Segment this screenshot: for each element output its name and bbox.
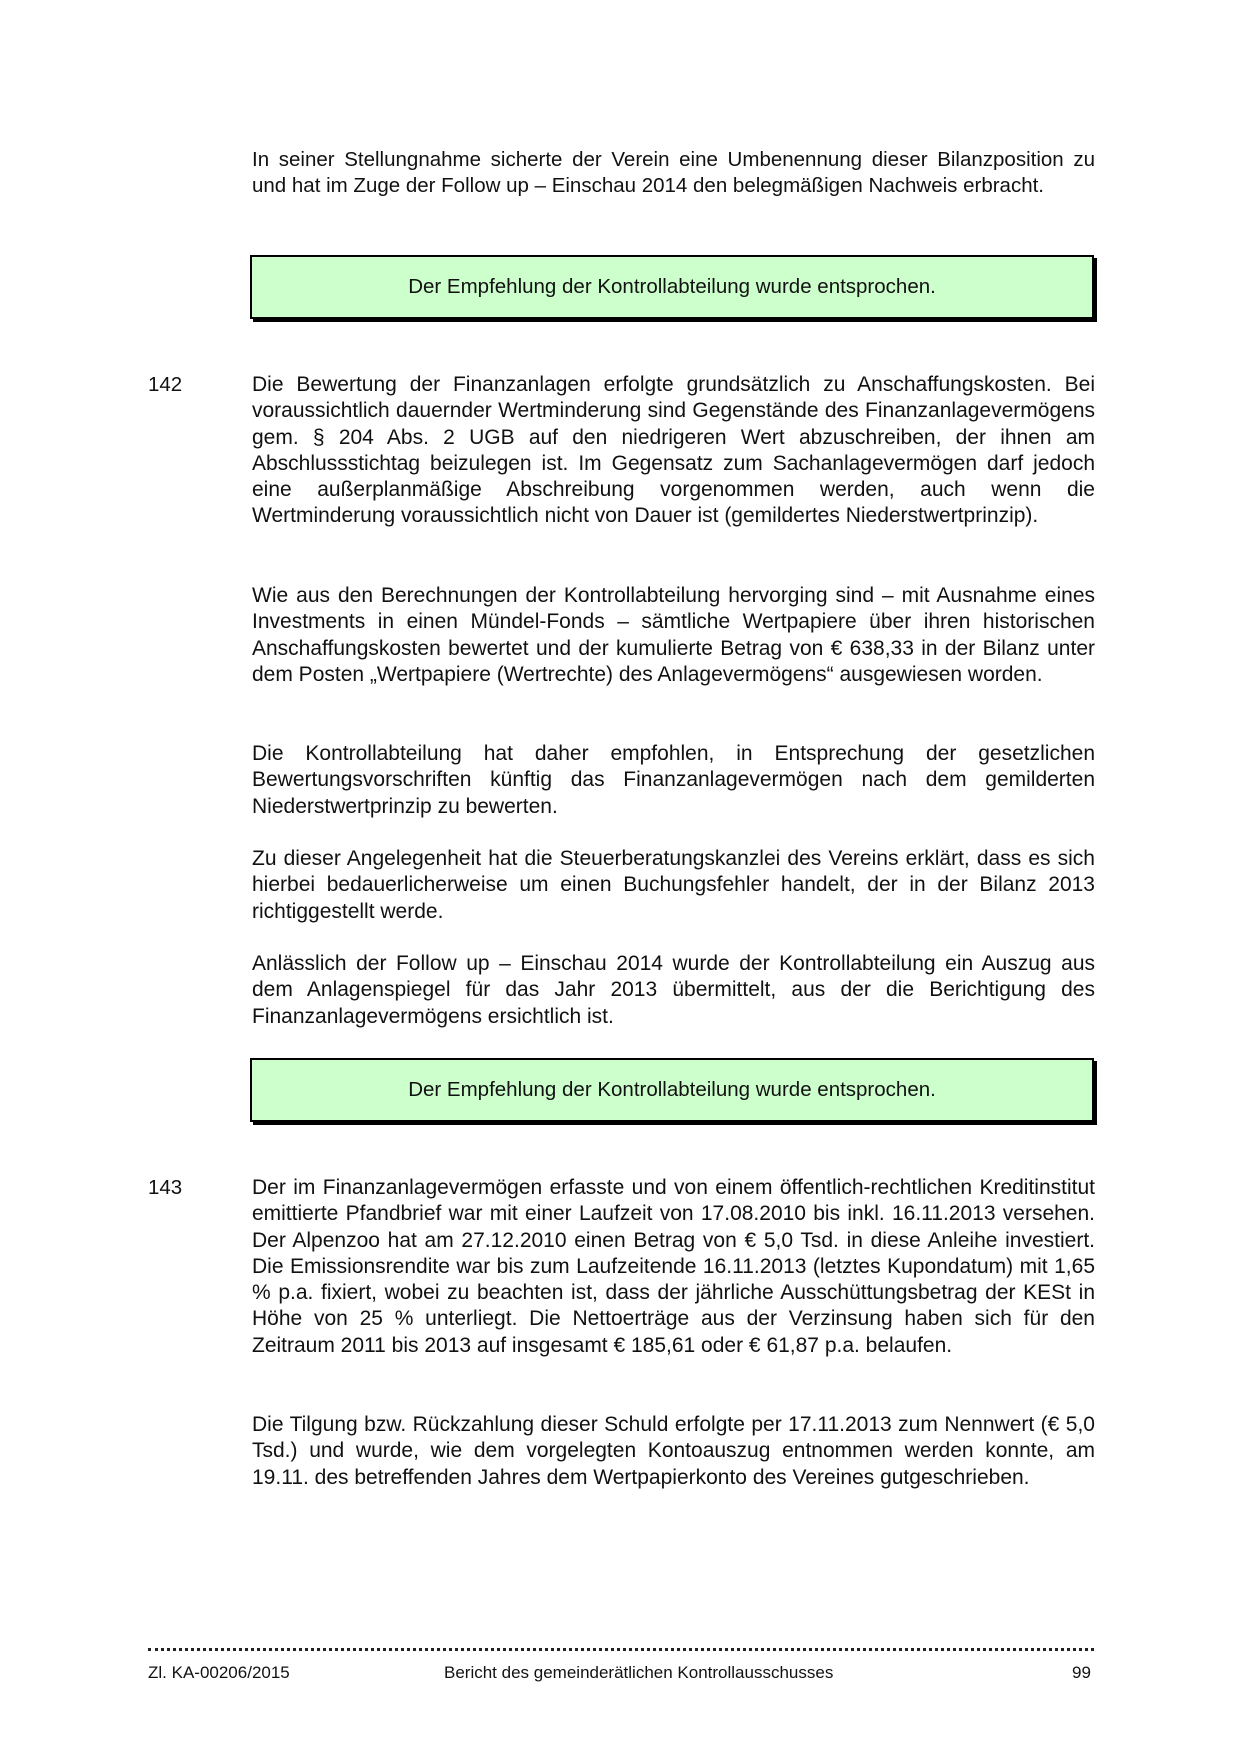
section-142-paragraph-3: Die Kontrollabteilung hat daher empfohlen, in Entsprechung der gesetzlichen Bewertungsvorschriften künftig das Finanzanlagevermögen nach dem gemilderten Niederstwertprinzip zu bewerten. xyxy=(252,742,1095,818)
section-142-paragraph-2: Wie aus den Berechnungen der Kontrollabteilung hervorging sind – mit Ausnahme eines Investments in einen Mündel-Fonds – sämtliche Wertpapiere über ihren historischen Anschaffungskosten bewertet und der kumulierte Betrag von € 638,33 in der Bilanz unter dem Posten „Wertpapiere (Wertrechte) des Anlagevermögens“ ausgewiesen worden. xyxy=(252,584,1095,686)
section-142-paragraph-5: Anlässlich der Follow up – Einschau 2014 wurde der Kontrollabteilung ein Auszug aus dem Anlagenspiegel für das Jahr 2013 übermittelt, aus der die Berichtigung des Finanzanlagevermögens ersichtlich ist. xyxy=(252,952,1095,1028)
section-142-paragraph-4: Zu dieser Angelegenheit hat die Steuerberatungskanzlei des Vereins erklärt, dass es sich hierbei bedauerlicherweise um einen Buchungsfehler handelt, der in der Bilanz 2013 richtiggestellt werde. xyxy=(252,847,1095,923)
section-143-paragraph-2: Die Tilgung bzw. Rückzahlung dieser Schuld erfolgte per 17.11.2013 zum Nennwert (€ 5,0 Tsd.) und wurde, wie dem vorgelegten Kontoauszug entnommen werden konnte, am 19.11. des betreffenden Jahres dem Wertpapierkonto des Vereines gutgeschrieben. xyxy=(252,1413,1095,1489)
section-number-143: 143 xyxy=(148,1176,183,1199)
footer-divider xyxy=(148,1648,1094,1651)
footer-title: Bericht des gemeinderätlichen Kontrollausschusses xyxy=(444,1663,834,1682)
recommendation-fulfilled-box xyxy=(250,1058,1094,1122)
recommendation-fulfilled-box xyxy=(250,255,1094,319)
intro-paragraph: In seiner Stellungnahme sicherte der Verein eine Umbenennung dieser Bilanzposition zu und hat im Zuge der Follow up – Einschau 2014 den belegmäßigen Nachweis erbracht. xyxy=(252,148,1095,198)
footer-reference: Zl. KA-00206/2015 xyxy=(148,1663,290,1682)
box-text: Der Empfehlung der Kontrollabteilung wurde entsprochen. xyxy=(408,1078,936,1101)
section-142-paragraph-1: Die Bewertung der Finanzanlagen erfolgte grundsätzlich zu Anschaffungskosten. Bei voraussichtlich dauernder Wertminderung sind Gegenstände des Finanzanlagevermögens gem. § 204 Abs. 2 UGB auf den niedrigeren Wert abzuschreiben, der ihnen am Abschlussstichtag beizulegen ist. Im Gegensatz zum Sachanlagevermögen darf jedoch eine außerplanmäßige Abschreibung vorgenommen werden, auch wenn die Wertminderung voraussichtlich nicht von Dauer ist (gemildertes Niederstwertprinzip). xyxy=(252,373,1095,528)
section-143-paragraph-1: Der im Finanzanlagevermögen erfasste und von einem öffentlich-rechtlichen Kreditinstitut emittierte Pfandbrief war mit einer Laufzeit von 17.08.2010 bis inkl. 16.11.2013 versehen. Der Alpenzoo hat am 27.12.2010 einen Betrag von € 5,0 Tsd. in diese Anleihe investiert. Die Emissionsrendite war bis zum Laufzeitende 16.11.2013 (letztes Kupondatum) mit 1,65 % p.a. fixiert, wobei zu beachten ist, dass der jährliche Ausschüttungsbetrag der KESt in Höhe von 25 % unterliegt. Die Nettoerträge aus der Verzinsung haben sich für den Zeitraum 2011 bis 2013 auf insgesamt € 185,61 oder € 61,87 p.a. belaufen. xyxy=(252,1176,1095,1357)
box-text: Der Empfehlung der Kontrollabteilung wurde entsprochen. xyxy=(408,275,936,298)
page-number: 99 xyxy=(1072,1663,1091,1682)
section-number-142: 142 xyxy=(148,373,183,396)
